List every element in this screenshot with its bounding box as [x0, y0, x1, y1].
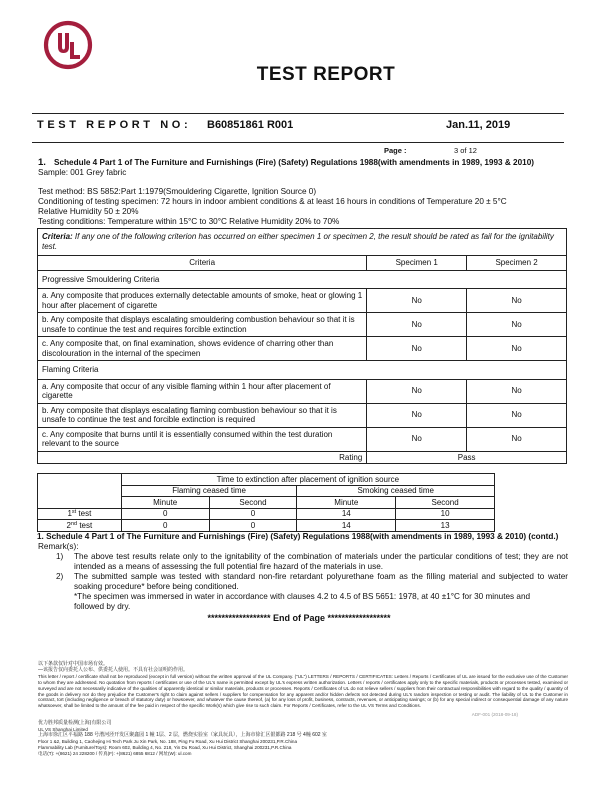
rating-label: Rating: [38, 451, 367, 464]
remark-note: *The specimen was immersed in water in accordance with clauses 4.2 to 4.5 of BS 5651: 1978, at 40 ±1°C for 30 minutes and followed by dry.: [74, 591, 531, 611]
column-header: Criteria: [38, 256, 367, 271]
specimen2-result: No: [467, 289, 567, 313]
sub-header: Minute: [121, 497, 209, 509]
criteria-note-text: If any one of the following criterion has occurred on either specimen 1 or specimen 2, the result should be rated as fail for the ignitability test.: [42, 232, 554, 251]
ul-logo-icon: [43, 20, 93, 70]
page-title: TEST REPORT: [256, 64, 396, 85]
specimen1-result: No: [367, 289, 467, 313]
cell-value: 13: [396, 520, 495, 532]
footer-cn-line: —该报告仅向委托人公布、供委托人使用。不具有社会证明的作用。: [38, 666, 189, 673]
row-label: 1st test: [38, 508, 122, 520]
specimen2-result: No: [467, 379, 567, 403]
extinction-time-table: [37, 473, 495, 532]
remark-number: 2): [56, 571, 64, 581]
sample-line: Sample: 001 Grey fabric: [38, 168, 127, 177]
group-title: Flaming Criteria: [38, 361, 567, 380]
criteria-note-label: Criteria:: [42, 232, 73, 241]
remarks-label: Remark(s):: [38, 541, 79, 551]
footer-address: [38, 721, 568, 756]
report-number-label: TEST REPORT NO:: [37, 119, 192, 131]
row-label: 2nd test: [38, 520, 122, 532]
rating-row: [38, 451, 567, 464]
specimen1-result: No: [367, 403, 467, 427]
remark-item: [38, 552, 568, 572]
table-row: [38, 508, 495, 520]
company-name-en: UL VS Shanghai Limited: [38, 727, 88, 733]
criteria-note: [38, 229, 567, 256]
section-title: Schedule 4 Part 1 of The Furniture and Furnishings (Fire) (Safety) Regulations 1988(with amendments in 1989, 1993 & 2010): [54, 158, 535, 167]
remark-item: [38, 572, 568, 592]
table-row: [38, 427, 567, 451]
form-code: ADF-001 (2018-09-18): [471, 712, 518, 718]
table-row: [38, 313, 567, 337]
section-heading-contd: 1. Schedule 4 Part 1 of The Furniture and Furnishings (Fire) (Safety) Regulations 1988(with amendments in 1989, 1993 & 2010) (contd.): [37, 531, 559, 541]
end-of-page-marker: ****************** End of Page ******************: [207, 612, 391, 623]
time-table-title: Time to extinction after placement of ignition source: [121, 474, 494, 486]
test-method: Test method: BS 5852:Part 1:1979(Smouldering Cigarette, Ignition Source 0): [38, 187, 317, 196]
address-cn: 上海市徐汇区平福路 188 号漕河泾开发区聚鑫园 1 幢 1层、2 层，燃烧实验室（家具玩具），上海市徐汇区银都路 218 号 4幢 602 室: [38, 731, 327, 738]
remarks: [38, 542, 568, 612]
table-row: [38, 289, 567, 313]
remark-text: The above test results relate only to the ignitability of the combination of materials under the particular conditions of test; they are not intended as a means of assessing the full potential fire hazard of the materials in use.: [74, 551, 568, 571]
specimen2-result: No: [467, 337, 567, 361]
criterion-text: c. Any composite that burns until it is essentially consumed within the test duration relevant to the source: [38, 427, 367, 451]
specimen2-result: No: [467, 427, 567, 451]
empty-corner-cell: [38, 474, 122, 509]
conditioning: Conditioning of testing specimen: 72 hours in indoor ambient conditions & at least 16 hours in conditions of Temperature 20 ± 5°C: [38, 197, 507, 206]
section-number: 1.: [38, 157, 46, 168]
test-method-block: [38, 187, 568, 227]
specimen2-result: No: [467, 403, 567, 427]
page-number: 3 of 12: [454, 146, 477, 155]
specimen1-result: No: [367, 427, 467, 451]
footer-cn-line: 以下条款仅针对中国市场有效。: [38, 661, 109, 667]
divider: [32, 113, 564, 114]
criterion-text: b. Any composite that displays escalating flaming combustion behaviour so that it is unsafe to continue the test and forcible extinction is required: [38, 403, 367, 427]
report-body: [38, 158, 568, 623]
cell-value: 14: [297, 508, 396, 520]
criteria-table: [37, 228, 567, 464]
specimen1-result: No: [367, 379, 467, 403]
cell-value: 10: [396, 508, 495, 520]
contact-info: 电话(T): +(8621) 24 228200 / 传真(F): +(8621) 6855 6812 / 网址(W): ul.com: [38, 750, 192, 756]
cell-value: 0: [121, 520, 209, 532]
group-header: Smoking ceased time: [297, 485, 495, 497]
testing-conditions: Testing conditions: Temperature within 15°C to 30°C Relative Humidity 20% to 70%: [38, 217, 340, 226]
footer: [38, 662, 568, 757]
remark-number: 1): [56, 551, 64, 561]
criterion-text: b. Any composite that displays escalating smouldering combustion behaviour so that it is unsafe to continue the test and requires forcible extinction: [38, 313, 367, 337]
divider: [32, 142, 564, 143]
section-heading: [38, 158, 568, 168]
group-title: Progressive Smouldering Criteria: [38, 270, 567, 289]
report-number-value: B60851861 R001: [207, 119, 294, 131]
group-header: Flaming ceased time: [121, 485, 297, 497]
cell-value: 0: [121, 508, 209, 520]
specimen1-result: No: [367, 337, 467, 361]
sub-header: Minute: [297, 497, 396, 509]
footer-legal-text: This letter / report / certificate shall not be reproduced (except in full version) without the written approval of the UL Company. ("UL") LETTERS / REPORTS / CERTIFICATES: Letters / Reports / Certificates of UL are issued for the exclusive use of the Customer to whom they are addressed. No quotation from reports / certificates or use of the UL's name is permitted except by UL's express written authorization. Letters / reports / certificates apply only to the specific materials, products or processes tested, examined or surveyed and are not necessarily indicative of the qualities of apparently identical or similar materials, products or processes. Reports / Certificates of UL do not relieve sellers / suppliers from their contractual responsibilities with regard to the quality / quantity of the goods in delivery nor do they prejudice the Customer's right to claim against sellers / suppliers for compensation for any apparent and/or hidden defects not detected during UL's random inspection or testing or audit. The liability of UL to the Customer in contract, tort (including negligence or breach of statutory duty) or howsoever, and whatever the cause thereof, (a) for any loss of profit, business, contracts, revenues, or anticipating savings; or (b) for any special indirect or consequential damage of any nature whatsoever, shall be limited to the amount of the fee paid in respect of the specific Work(s) which give rise to such claim. For Reports / Certificates, refer to the UL VS Terms and Conditions.: [38, 673, 568, 709]
address-en: Floor 1 &2, Building 1, Caohejing Hi Tech Park Ju Xin Park, No. 188, Ping Fu Road, Xu Hui District Shanghai 200231,P.R.China: [38, 738, 298, 744]
specimen1-result: No: [367, 313, 467, 337]
table-row: [38, 403, 567, 427]
humidity: Relative Humidity 50 ± 20%: [38, 207, 139, 216]
cell-value: 0: [209, 520, 297, 532]
company-name-cn: 优力胜邦质量检测(上海)有限公司: [38, 720, 112, 727]
table-row: [38, 520, 495, 532]
table-row: [38, 379, 567, 403]
cell-value: 0: [209, 508, 297, 520]
criterion-text: a. Any composite that produces externally detectable amounts of smoke, heat or glowing 1 hour after placement of cigarette: [38, 289, 367, 313]
table-row: [38, 337, 567, 361]
specimen2-result: No: [467, 313, 567, 337]
page-label: Page :: [384, 146, 407, 155]
rating-value: Pass: [367, 451, 567, 464]
criterion-text: c. Any composite that, on final examination, shows evidence of charring other than discolouration in the internal of the specimen: [38, 337, 367, 361]
report-date: Jan.11, 2019: [446, 119, 511, 131]
sub-header: Second: [209, 497, 297, 509]
column-header: Specimen 1: [367, 256, 467, 271]
remark-text: The submitted sample was tested with standard non-fire retardant polyurethane foam as the filling material and subjected to water soaking procedure* before being conditioned.: [74, 571, 568, 591]
cell-value: 14: [297, 520, 396, 532]
address-lab: Flammability Lab (Furniture/Toys): Room 602, Building 4, No. 218, Yin Du Road, Xu Hui District, Shanghai 200231,P.R.China: [38, 744, 292, 750]
criterion-text: a. Any composite that occur of any visible flaming within 1 hour after placement of cigarette: [38, 379, 367, 403]
column-header: Specimen 2: [467, 256, 567, 271]
table-header-row: [38, 256, 567, 271]
sub-header: Second: [396, 497, 495, 509]
